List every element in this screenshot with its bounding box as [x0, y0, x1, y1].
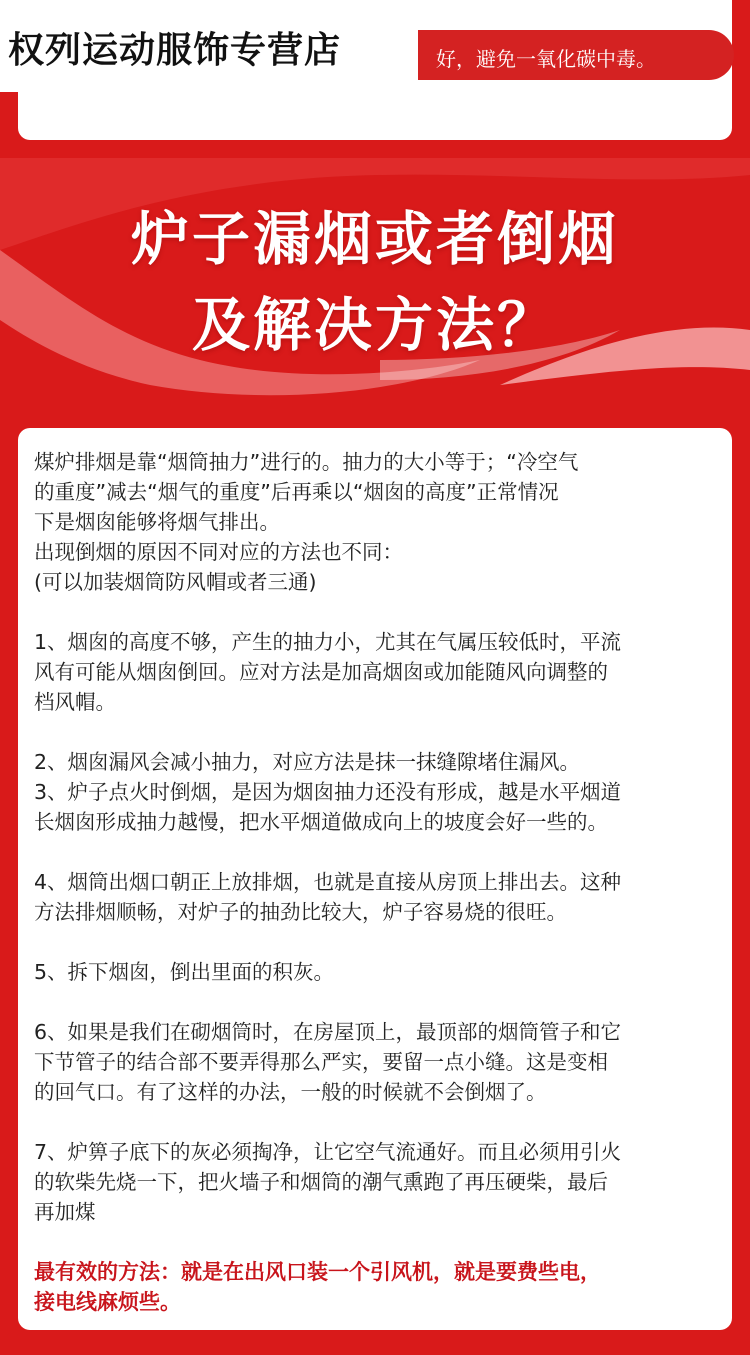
intro-paragraph — [34, 447, 724, 597]
spacer — [34, 1227, 724, 1257]
store-banner — [0, 0, 418, 92]
text-line: 6、如果是我们在砌烟筒时，在房屋顶上，最顶部的烟筒管子和它 — [34, 1020, 622, 1044]
text-line: 档风帽。 — [34, 690, 116, 714]
item-4 — [34, 867, 724, 927]
text-line: (可以加装烟筒防风帽或者三通) — [34, 570, 317, 594]
text-line: 3、炉子点火时倒烟，是因为烟囱抽力还没有形成，越是水平烟道 — [34, 780, 622, 804]
text-line: 的软柴先烧一下，把火墙子和烟筒的潮气熏跑了再压硬柴，最后 — [34, 1170, 608, 1194]
text-line: 方法排烟顺畅，对炉子的抽劲比较大，炉子容易烧的很旺。 — [34, 900, 567, 924]
spacer — [34, 717, 724, 747]
text-line: 风有可能从烟囱倒回。应对方法是加高烟囱或加能随风向调整的 — [34, 660, 608, 684]
item-7 — [34, 1137, 724, 1227]
spacer — [34, 837, 724, 867]
text-line: 4、烟筒出烟口朝正上放排烟，也就是直接从房顶上排出去。这种 — [34, 870, 622, 894]
article-body — [34, 447, 724, 1317]
conclusion — [34, 1257, 724, 1317]
item-2-3 — [34, 747, 724, 837]
conclusion-line: 接电线麻烦些。 — [34, 1290, 181, 1314]
text-line: 1、烟囱的高度不够，产生的抽力小，尤其在气属压较低时，平流 — [34, 630, 622, 654]
text-line: 2、烟囱漏风会减小抽力，对应方法是抹一抹缝隙堵住漏风。 — [34, 750, 581, 774]
text-line: 再加煤 — [34, 1200, 96, 1224]
text-line: 下是烟囱能够将烟气排出。 — [34, 510, 280, 534]
text-line: 煤炉排烟是靠“烟筒抽力”进行的。抽力的大小等于；“冷空气 — [34, 450, 579, 474]
heading-line-1: 炉子漏烟或者倒烟 — [130, 205, 619, 273]
spacer — [34, 597, 724, 627]
conclusion-line: 最有效的方法：就是在出风口装一个引风机，就是要费些电， — [34, 1260, 601, 1284]
item-1 — [34, 627, 724, 717]
spacer — [34, 987, 724, 1017]
item-5 — [34, 957, 724, 987]
text-line: 5、拆下烟囱，倒出里面的积灰。 — [34, 960, 335, 984]
store-name: 权列运动服饰专营店 — [8, 30, 342, 71]
text-line: 出现倒烟的原因不同对应的方法也不同： — [34, 540, 403, 564]
top-notice-pill — [418, 30, 734, 80]
spacer — [34, 1107, 724, 1137]
text-line: 7、炉箅子底下的灰必须掏净，让它空气流通好。而且必须用引火 — [34, 1140, 622, 1164]
text-line: 下节管子的结合部不要弄得那么严实，要留一点小缝。这是变相 — [34, 1050, 608, 1074]
text-line: 的回气口。有了这样的办法，一般的时候就不会倒烟了。 — [34, 1080, 547, 1104]
text-line: 长烟囱形成抽力越慢，把水平烟道做成向上的坡度会好一些的。 — [34, 810, 608, 834]
top-notice-text: 好，避免一氧化碳中毒。 — [436, 47, 656, 71]
item-6 — [34, 1017, 724, 1107]
spacer — [34, 927, 724, 957]
text-line: 的重度”减去“烟气的重度”后再乘以“烟囱的高度”正常情况 — [34, 480, 559, 504]
heading-line-2: 及解决方法？ — [191, 291, 558, 359]
